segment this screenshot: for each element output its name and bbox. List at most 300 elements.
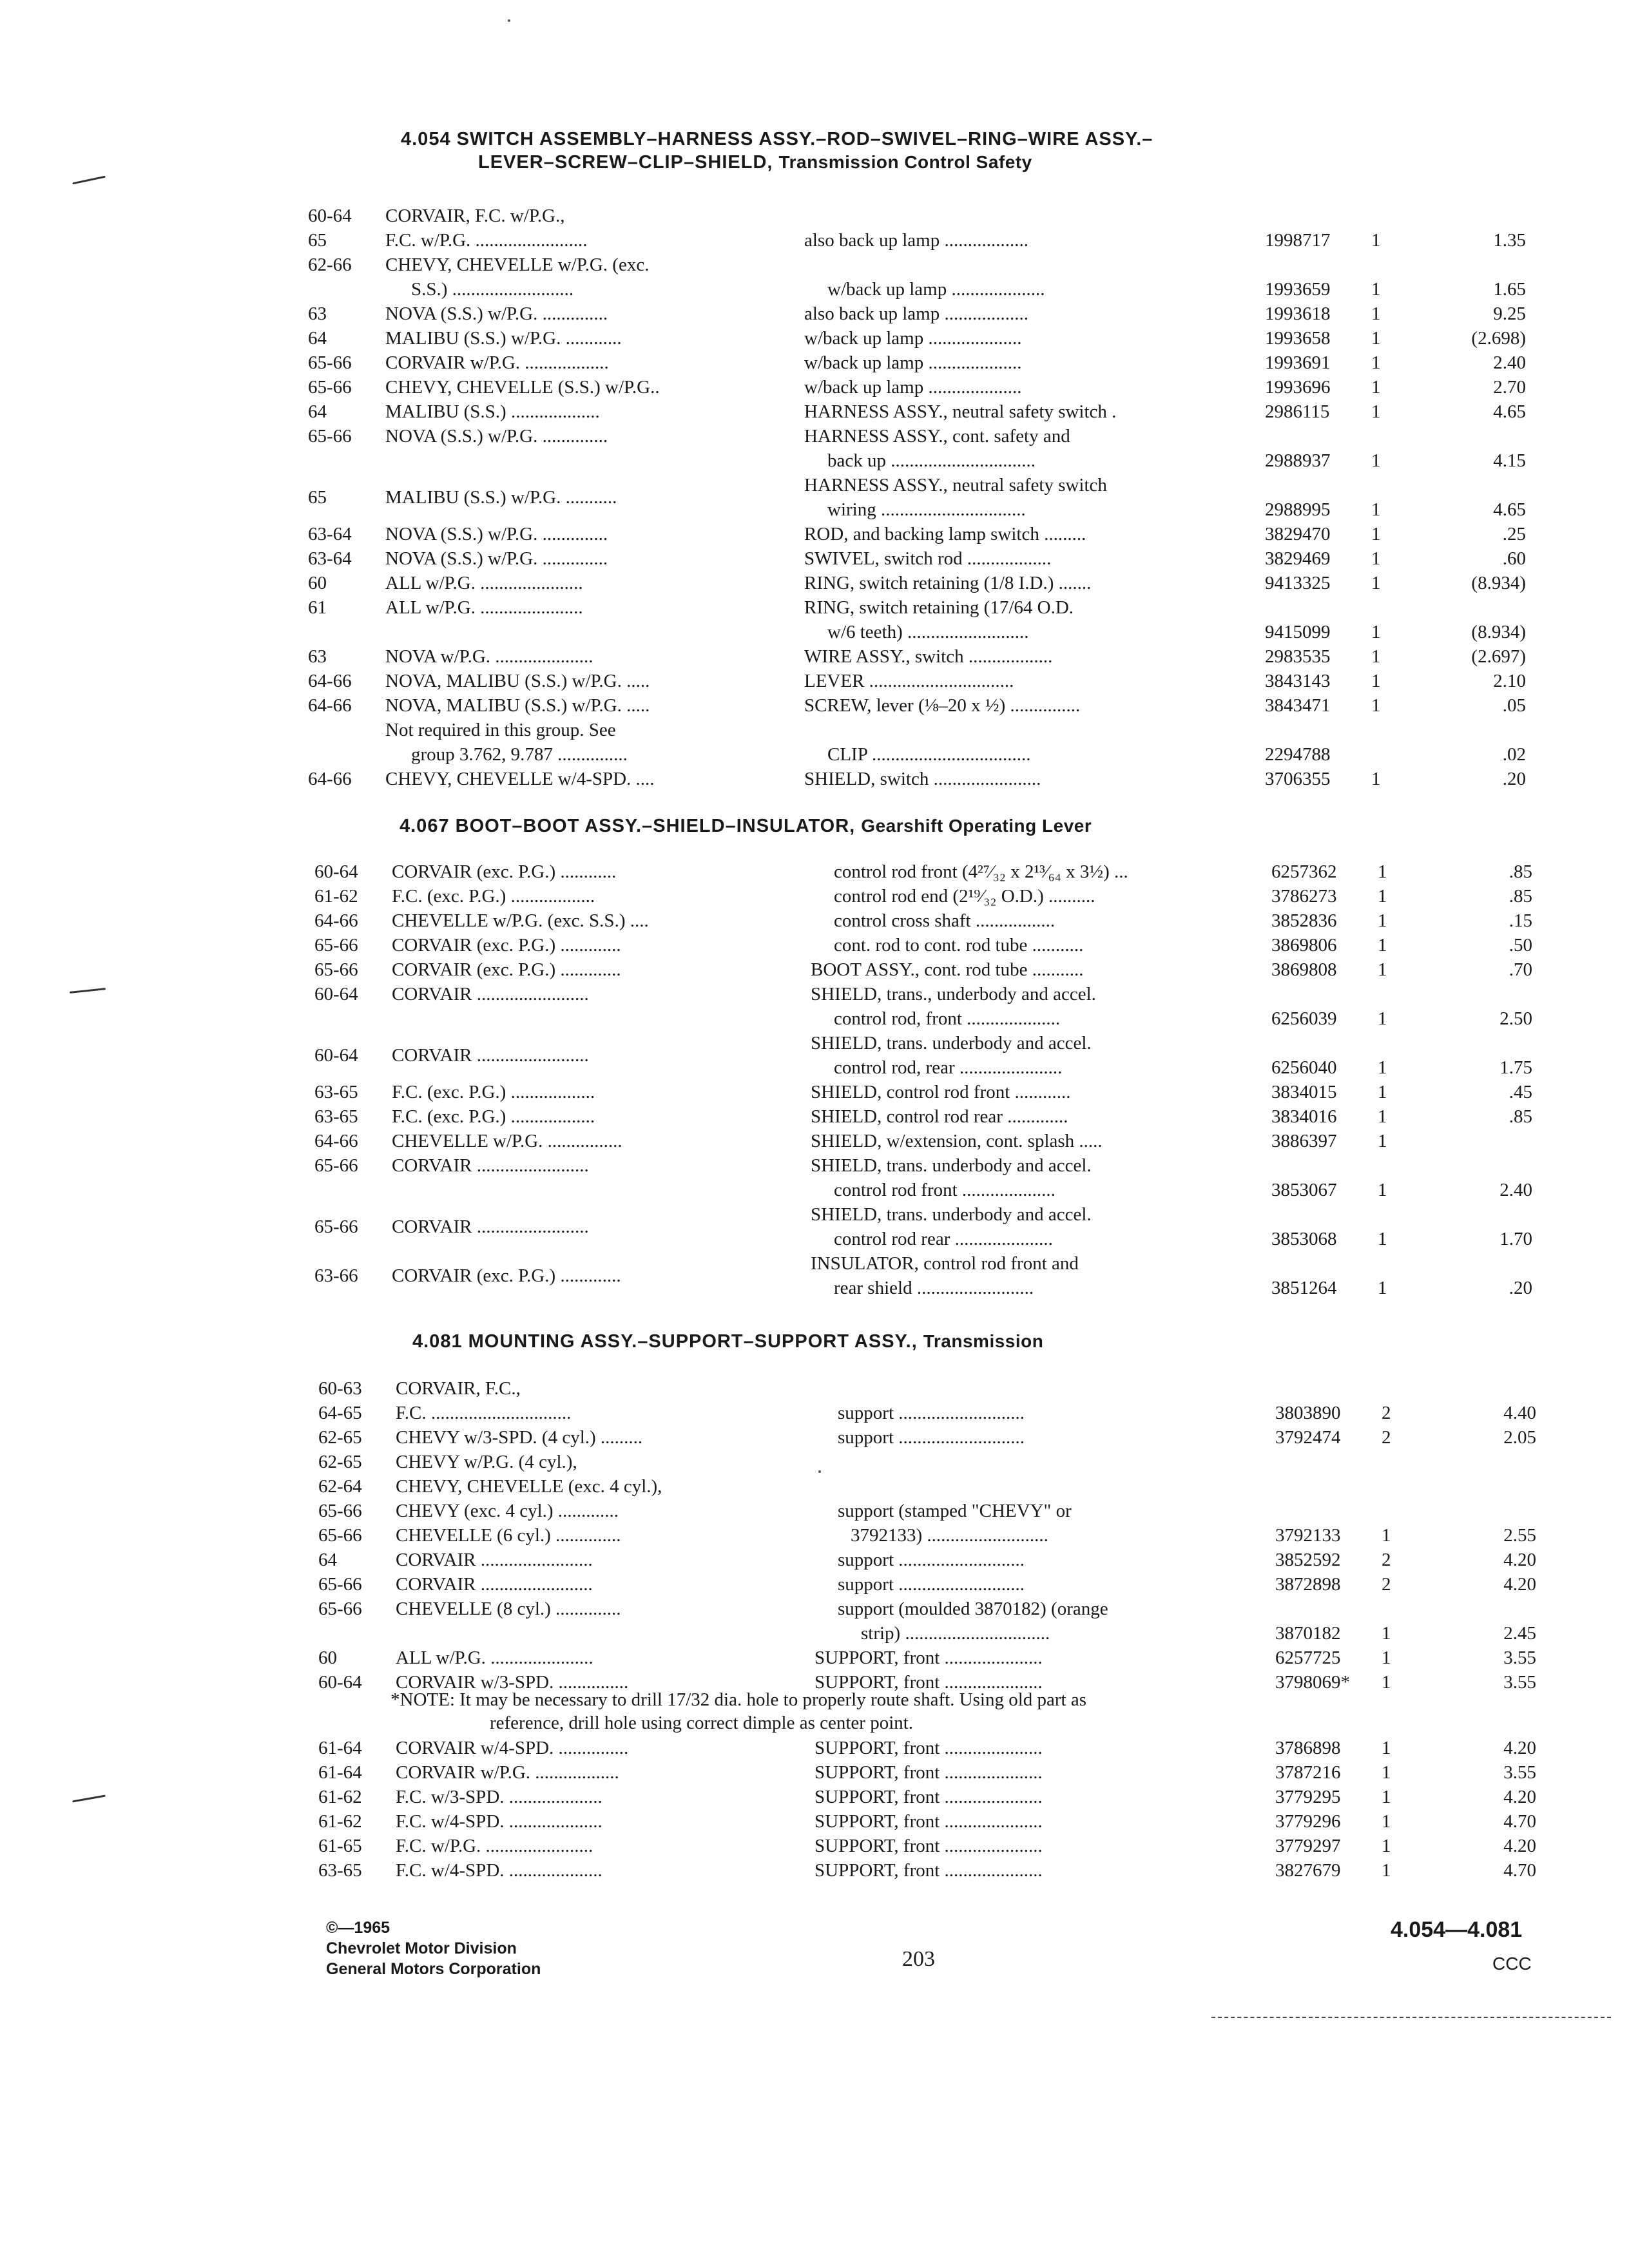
footer-publisher [326, 1917, 541, 1979]
part-description: support ........................... [838, 1427, 1025, 1448]
part-row [308, 302, 1532, 326]
model-year: 63-64 [308, 548, 352, 569]
quantity: 1 [1371, 279, 1381, 300]
model-application: NOVA (S.S.) w/P.G. .............. [385, 548, 608, 569]
part-description-continued: control rod, rear ...................... [834, 1057, 1063, 1078]
part-row [314, 1153, 1539, 1202]
part-number: 1993696 [1265, 377, 1331, 398]
list-price: 2.45 [1503, 1623, 1536, 1644]
quantity: 1 [1378, 910, 1387, 931]
part-number: 9413325 [1265, 573, 1331, 593]
model-application: F.C. w/3-SPD. .................... [396, 1787, 602, 1807]
part-row [308, 595, 1532, 644]
margin-mark [70, 988, 106, 994]
list-price: .20 [1509, 1278, 1532, 1298]
quantity: 1 [1371, 377, 1381, 398]
part-number: 6256039 [1271, 1008, 1337, 1029]
quantity: 1 [1382, 1648, 1391, 1668]
quantity: 1 [1378, 1229, 1387, 1249]
part-row [318, 1499, 1543, 1523]
part-row [308, 693, 1532, 718]
model-application: F.C. w/4-SPD. .................... [396, 1811, 602, 1832]
part-row [308, 326, 1532, 351]
model-application: F.C. (exc. P.G.) .................. [392, 886, 595, 907]
parts-list-4067 [314, 860, 1539, 1300]
model-year: 60-64 [314, 1045, 358, 1066]
list-price: .25 [1502, 524, 1526, 544]
part-row [308, 351, 1532, 375]
part-row [308, 718, 1532, 767]
list-price: .05 [1502, 695, 1526, 716]
quantity: 1 [1371, 450, 1381, 471]
quantity: 1 [1382, 1811, 1391, 1832]
list-price: 3.55 [1503, 1672, 1536, 1693]
part-number: 3872898 [1275, 1574, 1341, 1595]
model-application-continued: S.S.) .......................... [411, 279, 574, 300]
part-number: 3869806 [1271, 935, 1337, 956]
section-heading-main: 4.067 BOOT–BOOT ASSY.–SHIELD–INSULATOR, [400, 816, 856, 836]
model-application: CHEVY, CHEVELLE (S.S.) w/P.G.. [385, 377, 660, 398]
model-application: CORVAIR (exc. P.G.) ............. [392, 1265, 621, 1286]
quantity: 1 [1382, 1525, 1391, 1546]
model-year: 63 [308, 303, 327, 324]
part-description: SHIELD, switch ....................... [804, 769, 1041, 789]
list-price: 2.10 [1493, 671, 1526, 691]
quantity: 1 [1382, 1762, 1391, 1783]
model-year: 63-64 [308, 524, 352, 544]
list-price: .70 [1509, 959, 1532, 980]
part-description-continued: w/back up lamp .................... [827, 279, 1045, 300]
part-description: LEVER ............................... [804, 671, 1014, 691]
list-price: .15 [1509, 910, 1532, 931]
model-application: MALIBU (S.S.) w/P.G. ........... [385, 487, 617, 508]
model-application: F.C. (exc. P.G.) .................. [392, 1082, 595, 1102]
model-year: 62-66 [308, 255, 352, 275]
part-description: w/back up lamp .................... [804, 377, 1022, 398]
list-price: .85 [1509, 886, 1532, 907]
list-price: (2.697) [1471, 646, 1526, 667]
model-year: 65-66 [308, 377, 352, 398]
model-year: 60-64 [314, 984, 358, 1004]
model-application: CHEVELLE (8 cyl.) .............. [396, 1599, 621, 1619]
part-description: SUPPORT, front ..................... [815, 1811, 1043, 1832]
model-application: CORVAIR w/3-SPD. ............... [396, 1672, 629, 1693]
model-application: CHEVY w/P.G. (4 cyl.), [396, 1452, 577, 1472]
quantity: 1 [1382, 1738, 1391, 1758]
quantity: 1 [1382, 1623, 1391, 1644]
part-number: 3786898 [1275, 1738, 1341, 1758]
part-description: control rod end (2¹⁹⁄₃₂ O.D.) .......... [834, 886, 1095, 907]
list-price: 4.20 [1503, 1550, 1536, 1570]
quantity: 1 [1371, 303, 1381, 324]
list-price: 1.75 [1499, 1057, 1532, 1078]
part-description: support ........................... [838, 1574, 1025, 1595]
section-heading-subtitle: Transmission Control Safety [778, 152, 1032, 172]
model-application: ALL w/P.G. ...................... [385, 597, 583, 618]
model-application: MALIBU (S.S.) w/P.G. ............ [385, 328, 622, 349]
list-price: .85 [1509, 861, 1532, 882]
model-year: 62-65 [318, 1452, 362, 1472]
list-price: 1.35 [1493, 230, 1526, 251]
part-number: 6257362 [1271, 861, 1337, 882]
quantity: 1 [1378, 1180, 1387, 1200]
list-price: 2.05 [1503, 1427, 1536, 1448]
model-application: CORVAIR ........................ [392, 984, 589, 1004]
quantity: 1 [1378, 1057, 1387, 1078]
list-price: 3.55 [1503, 1648, 1536, 1668]
part-row [314, 933, 1539, 957]
part-description: HARNESS ASSY., neutral safety switch [804, 475, 1107, 495]
list-price: 1.65 [1493, 279, 1526, 300]
model-application: F.C. w/P.G. ....................... [396, 1836, 593, 1856]
list-price: (8.934) [1471, 622, 1526, 642]
quantity: 1 [1382, 1672, 1391, 1693]
part-description: SHIELD, trans. underbody and accel. [811, 1204, 1092, 1225]
quantity: 1 [1378, 1278, 1387, 1298]
part-row [318, 1401, 1543, 1425]
part-number: 3851264 [1271, 1278, 1337, 1298]
part-row [314, 860, 1539, 884]
part-number: 1993691 [1265, 352, 1331, 373]
part-row [308, 571, 1532, 595]
quantity: 2 [1382, 1427, 1391, 1448]
section-heading-4081 [412, 1329, 1043, 1354]
model-application: CORVAIR ........................ [392, 1045, 589, 1066]
part-row [318, 1597, 1543, 1646]
part-row [308, 228, 1532, 253]
part-row [308, 473, 1532, 522]
section-heading-4067 [400, 813, 1092, 839]
part-number: 3853068 [1271, 1229, 1337, 1249]
part-description: SHIELD, trans., underbody and accel. [811, 984, 1096, 1004]
model-year: 64-66 [308, 671, 352, 691]
part-description: SHIELD, w/extension, cont. splash ..... [811, 1131, 1103, 1151]
part-row [314, 1202, 1539, 1251]
part-row [308, 204, 1532, 228]
model-year: 61-64 [318, 1762, 362, 1783]
quantity: 1 [1371, 622, 1381, 642]
part-row [318, 1858, 1543, 1883]
part-row [308, 546, 1532, 571]
model-application: CHEVY w/3-SPD. (4 cyl.) ......... [396, 1427, 643, 1448]
list-price: .50 [1509, 935, 1532, 956]
part-number: 3829470 [1265, 524, 1331, 544]
part-row [308, 767, 1532, 791]
part-number: 2988995 [1265, 499, 1331, 520]
list-price: 2.40 [1493, 352, 1526, 373]
model-year: 63-66 [314, 1265, 358, 1286]
quantity: 1 [1382, 1860, 1391, 1881]
model-year: 60-64 [314, 861, 358, 882]
part-description: RING, switch retaining (17/64 O.D. [804, 597, 1074, 618]
part-description: INSULATOR, control rod front and [811, 1253, 1079, 1274]
part-description-continued: control rod front .................... [834, 1180, 1055, 1200]
section-heading-4054-line2 [478, 149, 1032, 175]
model-application: CORVAIR ........................ [392, 1155, 589, 1176]
part-description: HARNESS ASSY., cont. safety and [804, 426, 1070, 447]
margin-mark [72, 176, 105, 185]
part-number: 1993659 [1265, 279, 1331, 300]
page-number: 203 [902, 1947, 935, 1971]
part-row [314, 1129, 1539, 1153]
quantity: 2 [1382, 1403, 1391, 1423]
quantity: 1 [1371, 573, 1381, 593]
part-row [318, 1785, 1543, 1809]
part-row [318, 1736, 1543, 1760]
model-application-continued: group 3.762, 9.787 ............... [411, 744, 628, 765]
part-row [308, 399, 1532, 424]
quantity: 1 [1371, 548, 1381, 569]
model-year: 63-65 [318, 1860, 362, 1881]
model-year: 61-64 [318, 1738, 362, 1758]
section-heading-subtitle: Gearshift Operating Lever [861, 816, 1092, 836]
part-description: SUPPORT, front ..................... [815, 1836, 1043, 1856]
part-description: cont. rod to cont. rod tube ........... [834, 935, 1084, 956]
quantity: 1 [1371, 352, 1381, 373]
part-number: 2988937 [1265, 450, 1331, 471]
part-number: 3827679 [1275, 1860, 1341, 1881]
model-application: F.C. w/4-SPD. .................... [396, 1860, 602, 1881]
parts-list-4081 [318, 1376, 1543, 1695]
corporation-name: General Motors Corporation [326, 1960, 541, 1978]
list-price: 4.20 [1503, 1787, 1536, 1807]
list-price: 4.65 [1493, 401, 1526, 422]
model-application: CORVAIR (exc. P.G.) ............. [392, 935, 621, 956]
model-application: F.C. w/P.G. ........................ [385, 230, 588, 251]
part-description-continued: w/6 teeth) .......................... [827, 622, 1029, 642]
part-description: support ........................... [838, 1550, 1025, 1570]
part-description-continued: control rod rear ..................... [834, 1229, 1053, 1249]
list-price: 9.25 [1493, 303, 1526, 324]
model-application: CORVAIR w/P.G. .................. [385, 352, 609, 373]
part-number: 2986115 [1265, 401, 1330, 422]
model-year: 61-62 [314, 886, 358, 907]
part-number: 6257725 [1275, 1648, 1341, 1668]
part-row [314, 1251, 1539, 1300]
part-description: SHIELD, control rod front ............ [811, 1082, 1071, 1102]
quantity: 1 [1371, 769, 1381, 789]
part-description: SUPPORT, front ..................... [815, 1762, 1043, 1783]
part-row [308, 253, 1532, 302]
division-name: Chevrolet Motor Division [326, 1939, 517, 1957]
quantity: 1 [1378, 1106, 1387, 1127]
list-price: .85 [1509, 1106, 1532, 1127]
part-row [314, 1080, 1539, 1104]
list-price: 2.55 [1503, 1525, 1536, 1546]
quantity: 1 [1378, 1082, 1387, 1102]
model-application: NOVA, MALIBU (S.S.) w/P.G. ..... [385, 671, 650, 691]
model-year: 64 [308, 401, 327, 422]
model-year: 64-65 [318, 1403, 362, 1423]
part-number: 9415099 [1265, 622, 1331, 642]
list-price: .45 [1509, 1082, 1532, 1102]
quantity: 1 [1371, 499, 1381, 520]
part-description: WIRE ASSY., switch .................. [804, 646, 1053, 667]
footnote-line-2: reference, drill hole using correct dimple as center point. [490, 1713, 914, 1733]
part-description: ROD, and backing lamp switch ......... [804, 524, 1086, 544]
part-number: 3869808 [1271, 959, 1337, 980]
quantity: 1 [1382, 1787, 1391, 1807]
model-application: CHEVY, CHEVELLE w/4-SPD. .... [385, 769, 655, 789]
model-year: 64-66 [308, 695, 352, 716]
model-year: 65-66 [318, 1599, 362, 1619]
part-description-continued: CLIP .................................. [827, 744, 1031, 765]
list-price: 1.70 [1499, 1229, 1532, 1249]
model-year: 65-66 [318, 1574, 362, 1595]
model-year: 64-66 [314, 910, 358, 931]
part-row [318, 1523, 1543, 1548]
model-application: NOVA (S.S.) w/P.G. .............. [385, 303, 608, 324]
part-row [318, 1572, 1543, 1597]
model-year: 63-65 [314, 1106, 358, 1127]
model-application: CORVAIR ........................ [392, 1216, 589, 1237]
part-number: 1993658 [1265, 328, 1331, 349]
part-description: w/back up lamp .................... [804, 352, 1022, 373]
part-number: 1993618 [1265, 303, 1331, 324]
section-heading-4054 [401, 126, 1153, 152]
quantity: 1 [1371, 401, 1381, 422]
model-year: 65 [308, 487, 327, 508]
quantity: 1 [1378, 861, 1387, 882]
part-number: 3779295 [1275, 1787, 1341, 1807]
part-number: 2983535 [1265, 646, 1331, 667]
section-heading-line2: LEVER–SCREW–CLIP–SHIELD, [478, 152, 773, 173]
part-number: 3870182 [1275, 1623, 1341, 1644]
part-description: SUPPORT, front ..................... [815, 1738, 1043, 1758]
model-application: MALIBU (S.S.) ................... [385, 401, 600, 422]
group-range: 4.054—4.081 [1391, 1917, 1523, 1942]
list-price: .60 [1502, 548, 1526, 569]
part-number: 3886397 [1271, 1131, 1337, 1151]
model-year: 60-64 [318, 1672, 362, 1693]
part-row [318, 1646, 1543, 1670]
catalog-code: CCC [1492, 1954, 1532, 1974]
model-year: 65-66 [314, 1155, 358, 1176]
part-row [314, 1104, 1539, 1129]
part-number: 3853067 [1271, 1180, 1337, 1200]
part-number: 1998717 [1265, 230, 1331, 251]
list-price: (2.698) [1471, 328, 1526, 349]
model-application: CORVAIR w/P.G. .................. [396, 1762, 619, 1783]
part-description: support ........................... [838, 1403, 1025, 1423]
model-year: 61-62 [318, 1811, 362, 1832]
part-description-continued: back up ............................... [827, 450, 1036, 471]
model-year: 65-66 [308, 426, 352, 447]
quantity: 1 [1371, 524, 1381, 544]
list-price: .02 [1502, 744, 1526, 765]
quantity: 1 [1378, 959, 1387, 980]
model-application: ALL w/P.G. ...................... [385, 573, 583, 593]
part-row [318, 1450, 1543, 1474]
quantity: 2 [1382, 1574, 1391, 1595]
model-year: 60-64 [308, 206, 352, 226]
model-year: 63 [308, 646, 327, 667]
quantity: 1 [1378, 886, 1387, 907]
model-application: NOVA (S.S.) w/P.G. .............. [385, 524, 608, 544]
model-year: 63-65 [314, 1082, 358, 1102]
list-price: 4.40 [1503, 1403, 1536, 1423]
model-application: NOVA, MALIBU (S.S.) w/P.G. ..... [385, 695, 650, 716]
part-number: 3798069* [1275, 1672, 1350, 1693]
part-row [318, 1474, 1543, 1499]
part-number: 3843471 [1265, 695, 1331, 716]
part-description: also back up lamp .................. [804, 230, 1028, 251]
model-year: 65-66 [314, 959, 358, 980]
part-description: support (stamped "CHEVY" or [838, 1501, 1072, 1521]
bottom-rule [1211, 2017, 1611, 2018]
quantity: 1 [1371, 328, 1381, 349]
quantity: 2 [1382, 1550, 1391, 1570]
part-description: SUPPORT, front ..................... [815, 1648, 1043, 1668]
model-application: CHEVY, CHEVELLE (exc. 4 cyl.), [396, 1476, 662, 1497]
model-application: CHEVY, CHEVELLE w/P.G. (exc. [385, 255, 650, 275]
model-application: CHEVELLE w/P.G. (exc. S.S.) .... [392, 910, 649, 931]
quantity: 1 [1371, 230, 1381, 251]
part-description: 3792133) .......................... [851, 1525, 1048, 1546]
model-application: NOVA (S.S.) w/P.G. .............. [385, 426, 608, 447]
model-application: F.C. .............................. [396, 1403, 572, 1423]
model-application: CORVAIR w/4-SPD. ............... [396, 1738, 629, 1758]
part-number: 3706355 [1265, 769, 1331, 789]
copyright: ©—1965 [326, 1919, 390, 1937]
part-description: SCREW, lever (⅛–20 x ½) ............... [804, 695, 1081, 716]
quantity: 1 [1371, 671, 1381, 691]
model-year: 64-66 [308, 769, 352, 789]
list-price: 4.20 [1503, 1836, 1536, 1856]
part-description: HARNESS ASSY., neutral safety switch . [804, 401, 1117, 422]
model-application: ALL w/P.G. ...................... [396, 1648, 593, 1668]
part-row [314, 982, 1539, 1031]
part-row [318, 1548, 1543, 1572]
part-number: 3792133 [1275, 1525, 1341, 1546]
model-year: 65 [308, 230, 327, 251]
model-application: CORVAIR (exc. P.G.) ............ [392, 861, 617, 882]
model-year: 61 [308, 597, 327, 618]
part-row [308, 375, 1532, 399]
part-number: 3786273 [1271, 886, 1337, 907]
part-description: SUPPORT, front ..................... [815, 1672, 1043, 1693]
part-description: SHIELD, trans. underbody and accel. [811, 1033, 1092, 1053]
model-year: 61-65 [318, 1836, 362, 1856]
part-number: 3787216 [1275, 1762, 1341, 1783]
model-application: CORVAIR ........................ [396, 1550, 593, 1570]
part-number: 3829469 [1265, 548, 1331, 569]
part-number: 3852592 [1275, 1550, 1341, 1570]
list-price: 4.20 [1503, 1574, 1536, 1595]
part-description: control rod front (4²⁷⁄₃₂ x 2¹³⁄₆₄ x 3½) ... [834, 861, 1128, 882]
part-description: control cross shaft ................. [834, 910, 1055, 931]
list-price: 4.20 [1503, 1738, 1536, 1758]
model-year: 64 [308, 328, 327, 349]
part-number: 3843143 [1265, 671, 1331, 691]
parts-list-4081-continued [318, 1736, 1543, 1883]
part-row [314, 884, 1539, 908]
margin-mark [72, 1795, 106, 1803]
model-application: Not required in this group. See [385, 720, 616, 740]
list-price: .20 [1502, 769, 1526, 789]
part-description: SWIVEL, switch rod .................. [804, 548, 1052, 569]
part-number: 3852836 [1271, 910, 1337, 931]
part-description: SUPPORT, front ..................... [815, 1787, 1043, 1807]
part-row [318, 1376, 1543, 1401]
part-row [308, 644, 1532, 669]
section-heading-subtitle: Transmission [923, 1331, 1044, 1351]
model-year: 65-66 [314, 935, 358, 956]
model-year: 65-66 [318, 1501, 362, 1521]
list-price: 4.65 [1493, 499, 1526, 520]
part-description-continued: strip) ............................... [861, 1623, 1050, 1644]
list-price: 4.70 [1503, 1860, 1536, 1881]
